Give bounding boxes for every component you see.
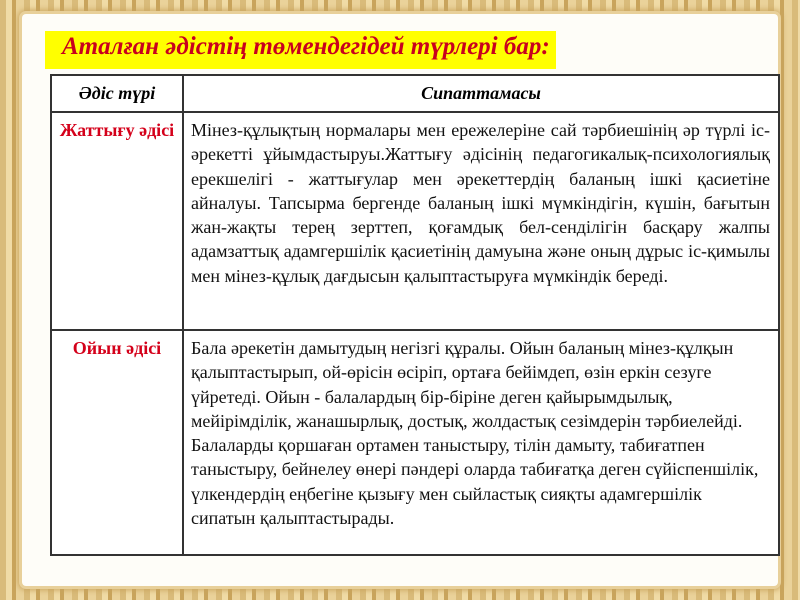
table-header-row bbox=[51, 75, 779, 112]
header-description: Сипаттамасы bbox=[183, 75, 779, 112]
method-name: Ойын әдісі bbox=[51, 330, 183, 555]
header-method-type: Әдіс түрі bbox=[51, 75, 183, 112]
method-name: Жаттығу әдісі bbox=[51, 112, 183, 330]
method-description: Бала әрекетін дамытудың негізгі құралы. Ойын баланың мінез-құлқын қалыптастырып, ой-өрісін өсіріп, ортаға бейімдеп, өзін еркін сезуге үйретеді. Ойын - балалардың бір-біріне деген қайырымдылық, мейірімділік, жанашырлық, достық, жолдастық сезімдерін тәрбиелейді. Балаларды қоршаған ортамен таныстыру, тілін дамыту, табиғатпен таныстыру, бейнелеу өнері пәндері оларда табиғатқа деген сүйіспеншілік, үлкендердің еңбегіне қызығу мен сыйластық сияқты адамгершілік сипатын қалыптастырады. bbox=[183, 330, 779, 555]
method-description: Мінез-құлықтың нормалары мен ережелеріне сай тәрбиешінің әр түрлі іс-әрекетті ұйымдастыруы.Жаттығу әдісінің педагогикалық-психологиялық ерекшелігі - жаттығулар мен әрекеттердің баланың ішкі қасиетіне айналуы. Тапсырма бергенде баланың ішкі мүмкіндігін, күшін, бағытын жан-жақты терең зерттеп, қоғамдық бел-сенділігін басқару жалпы адамзаттық адамгершілік қасиетінің дамуына және оның дұрыс іс-қимылы мен мінез-құлық дағдысын қалыптастыруға мүмкіндік береді. bbox=[183, 112, 779, 330]
slide-title: Аталған әдістің төмендегідей түрлері бар: bbox=[62, 33, 550, 60]
table-row bbox=[51, 112, 779, 330]
table-row bbox=[51, 330, 779, 555]
methods-table bbox=[50, 74, 780, 556]
